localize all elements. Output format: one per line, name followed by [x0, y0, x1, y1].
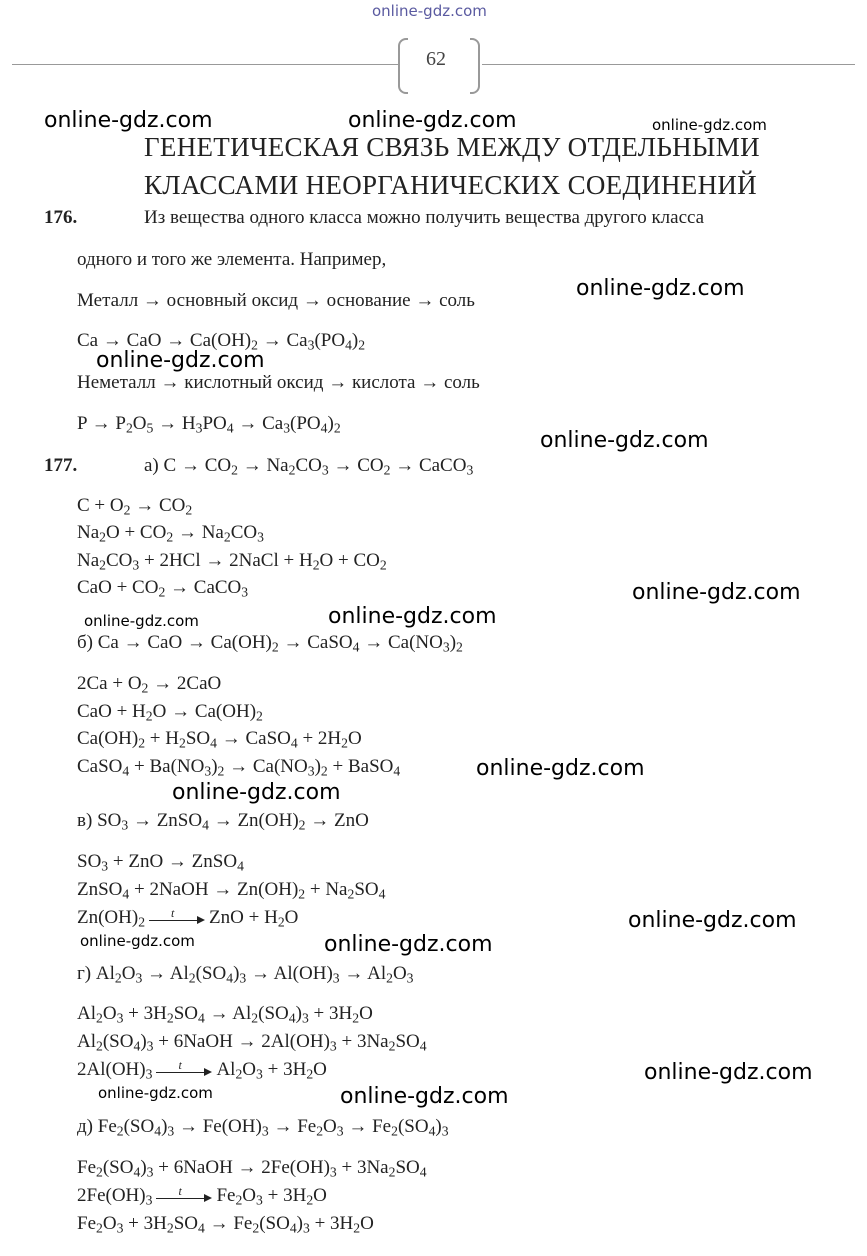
p176-intro-line-1: Из вещества одного класса можно получить вещества другого класса — [144, 207, 705, 228]
heat-arrow: t — [156, 1190, 212, 1204]
watermark[interactable]: online-gdz.com — [328, 604, 497, 629]
watermark[interactable]: online-gdz.com — [644, 1060, 813, 1085]
header-rule-right — [482, 64, 855, 65]
p177-v-label: в) — [77, 810, 93, 831]
heat-arrow: t — [156, 1064, 212, 1078]
p177-g-label: г) — [77, 963, 92, 984]
p177-g-eq-3: $2Al(OH)_3$ t $Al_2O_3 + 3H_2O$ — [77, 1057, 327, 1082]
p177-d-eq-2: $2Fe(OH)_3$ t $Fe_2O_3 + 3H_2O$ — [77, 1183, 327, 1208]
p176-intro-line-2: одного и того же элемента. Например, — [77, 249, 387, 270]
p176-metal-chain: Металл → основный оксид → основание → соль — [77, 290, 475, 311]
watermark[interactable]: online-gdz.com — [340, 1084, 509, 1109]
p177-b-eq-1: $2Ca + O_2 \to 2CaO$ — [77, 673, 222, 696]
p177-v-eq-3: $Zn(OH)_2$ t ZnO + $H_2O$ — [77, 905, 299, 930]
watermark[interactable]: online-gdz.com — [476, 756, 645, 781]
p177-v-chain: в) $SO_3$ → ZnSO$_4$ → $Zn(OH)_2$ → ZnO — [77, 810, 369, 833]
watermark[interactable]: online-gdz.com — [540, 428, 709, 453]
problem-number-176: 176. — [44, 207, 78, 228]
p177-g-chain: г) $Al_2O_3 \to Al_2(SO_4)_3 \to Al(OH)_3 \to Al_2O_3$ — [77, 963, 414, 986]
problem-number-177: 177. — [44, 455, 78, 476]
p177-b-eq-2: CaO + $H_2O \to Ca(OH)_2$ — [77, 701, 263, 724]
watermark[interactable]: online-gdz.com — [652, 116, 767, 134]
watermark[interactable]: online-gdz.com — [172, 780, 341, 805]
p177-b-label: б) — [77, 632, 93, 653]
watermark[interactable]: online-gdz.com — [632, 580, 801, 605]
p177-g-eq-1: $Al_2O_3 + 3H_2SO_4 \to Al_2(SO_4)_3 + 3H_2O$ — [77, 1003, 373, 1026]
p177-d-eq-3: $Fe_2O_3 + 3H_2SO_4 \to Fe_2(SO_4)_3 + 3H_2O$ — [77, 1213, 374, 1236]
p177-v-eq-2: ZnSO$_4$ + 2NaOH → $Zn(OH)_2 + Na_2SO_4$ — [77, 879, 386, 902]
p177-b-chain: б) Ca → CaO → $Ca(OH)_2$ → CaSO$_4$ → $Ca(NO_3)_2$ — [77, 632, 463, 655]
watermark[interactable]: online-gdz.com — [44, 108, 213, 133]
p177-d-label: д) — [77, 1116, 93, 1137]
p177-v-eq-1: $SO_3$ + ZnO → ZnSO$_4$ — [77, 851, 244, 874]
p177-a-chain: а) $C \to CO_2 \to Na_2CO_3 \to CO_2$ → CaCO$_3$ — [144, 455, 474, 478]
p177-a-eq-2: $Na_2O + CO_2 \to Na_2CO_3$ — [77, 522, 264, 545]
header-rule-left — [12, 64, 398, 65]
page-number-bracket-right — [470, 38, 480, 94]
watermark[interactable]: online-gdz.com — [628, 908, 797, 933]
p177-b-eq-3: $Ca(OH)_2 + H_2SO_4$ → CaSO$_4$ + $2H_2O$ — [77, 728, 362, 751]
watermark[interactable]: online-gdz.com — [348, 108, 517, 133]
watermark-top[interactable]: online-gdz.com — [372, 2, 487, 20]
watermark[interactable]: online-gdz.com — [96, 348, 265, 373]
watermark[interactable]: online-gdz.com — [84, 612, 199, 630]
watermark[interactable]: online-gdz.com — [80, 932, 195, 950]
p176-nonmetal-chain: Неметалл → кислотный оксид → кислота → соль — [77, 372, 480, 393]
page-number: 62 — [426, 48, 446, 70]
p177-b-eq-4: CaSO$_4$ + $Ba(NO_3)_2 \to Ca(NO_3)_2$ + BaSO$_4$ — [77, 756, 401, 779]
section-title-line-1: ГЕНЕТИЧЕСКАЯ СВЯЗЬ МЕЖДУ ОТДЕЛЬНЫМИ — [144, 132, 760, 162]
p177-d-eq-1: $Fe_2(SO_4)_3$ + 6NaOH → $2Fe(OH)_3 + 3Na_2SO_4$ — [77, 1157, 427, 1180]
watermark[interactable]: online-gdz.com — [576, 276, 745, 301]
p177-a-eq-3: $Na_2CO_3 + 2HCl$ → 2NaCl + $H_2O + CO_2$ — [77, 550, 387, 573]
p177-d-chain: д) $Fe_2(SO_4)_3 \to Fe(OH)_3 \to Fe_2O_3 \to Fe_2(SO_4)_3$ — [77, 1116, 449, 1139]
watermark[interactable]: online-gdz.com — [324, 932, 493, 957]
p177-a-eq-4: CaO + $CO_2$ → CaCO$_3$ — [77, 577, 249, 600]
p176-nonmetal-example: $P \to P_2O_5 \to H_3PO_4 \to Ca_3(PO_4)_2$ — [77, 413, 341, 436]
p176-metal-example: Ca → CaO → $Ca(OH)_2 \to Ca_3(PO_4)_2$ — [77, 330, 366, 353]
p177-g-eq-2: $Al_2(SO_4)_3$ + 6NaOH → $2Al(OH)_3 + 3Na_2SO_4$ — [77, 1031, 427, 1054]
page-number-bracket-left — [398, 38, 408, 94]
p177-a-label: а) — [144, 455, 159, 476]
p177-a-eq-1: $C + O_2 \to CO_2$ — [77, 495, 193, 518]
section-title-line-2: КЛАССАМИ НЕОРГАНИЧЕСКИХ СОЕДИНЕНИЙ — [144, 170, 757, 200]
heat-arrow: t — [149, 912, 205, 926]
watermark[interactable]: online-gdz.com — [98, 1084, 213, 1102]
